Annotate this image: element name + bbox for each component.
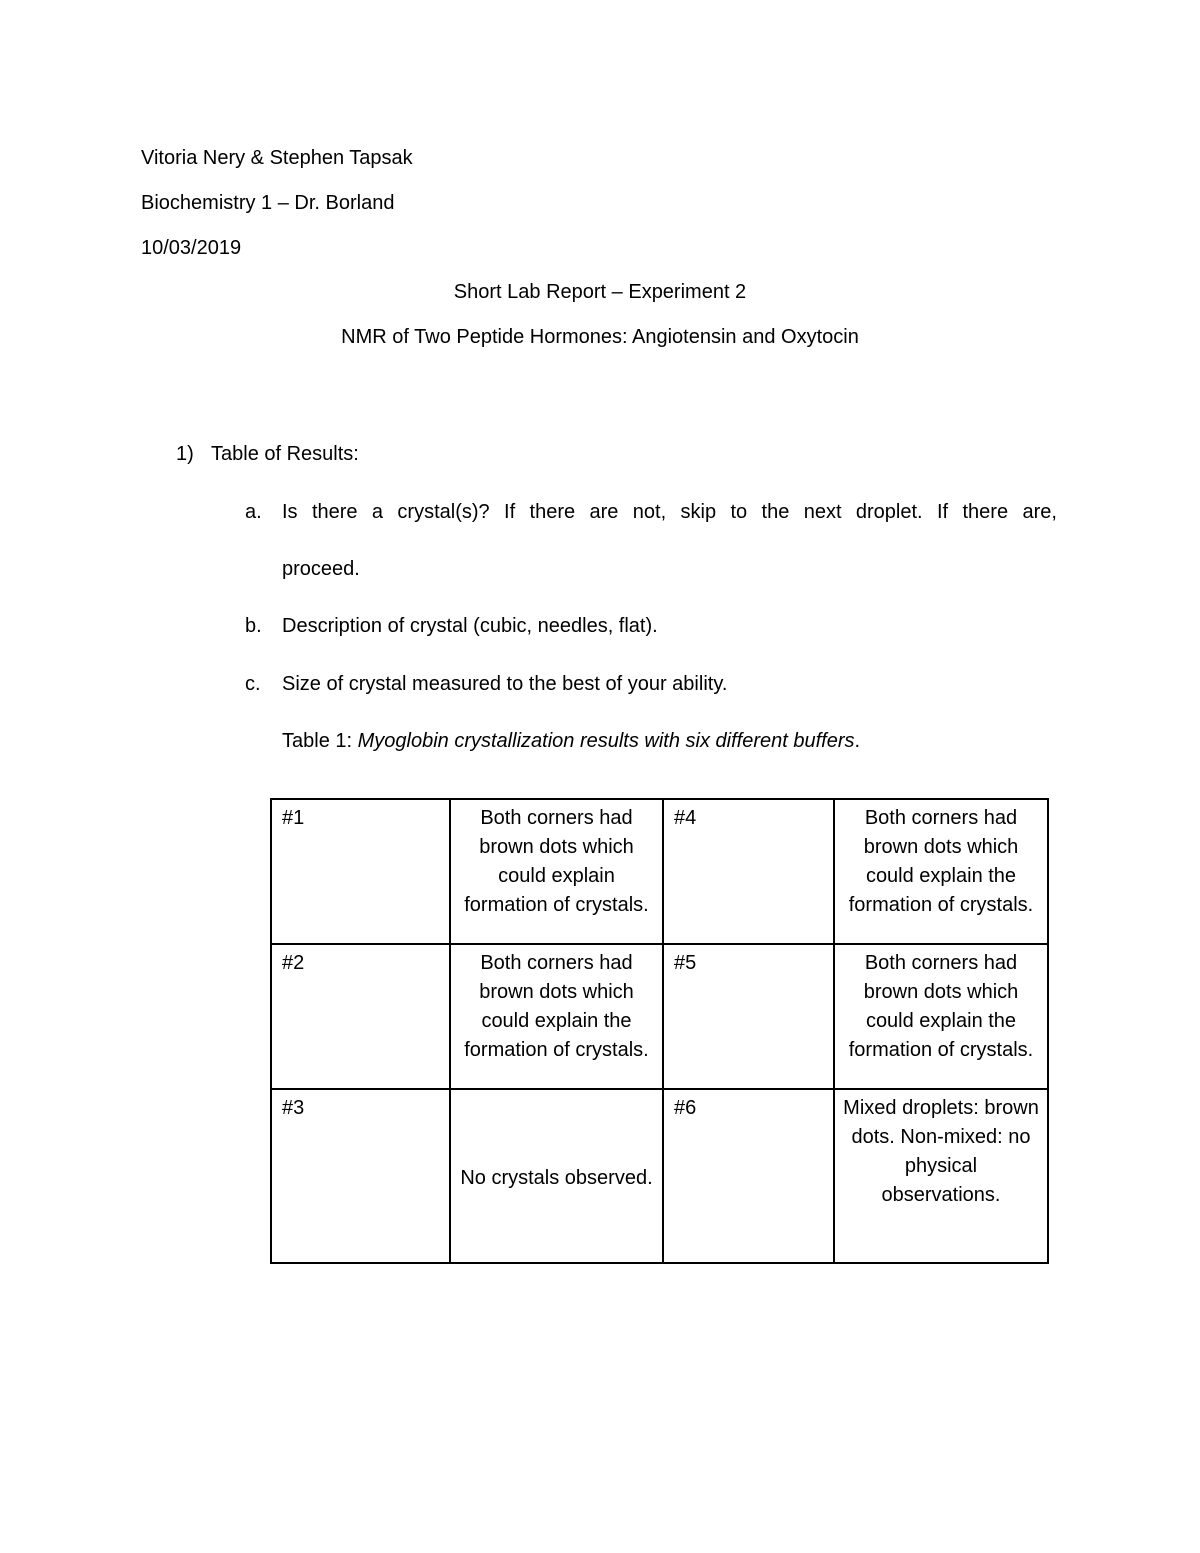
- list-marker-b: b.: [245, 615, 262, 637]
- list-item-a-word: are,: [1022, 501, 1057, 523]
- observation-cell: Mixed droplets: brown dots. Non-mixed: no physical observations.: [834, 1089, 1048, 1263]
- table-row: [271, 1089, 1048, 1263]
- list-item-b: Description of crystal (cubic, needles, flat).: [282, 615, 658, 637]
- table-caption-period: .: [854, 730, 861, 752]
- list-item-a-word: next: [803, 501, 842, 523]
- table-row: [271, 944, 1048, 1089]
- list-item-a-word: there: [529, 501, 576, 523]
- observation-cell: Both corners had brown dots which could explain the formation of crystals.: [834, 799, 1048, 944]
- list-item-a-word: to: [730, 501, 748, 523]
- list-item-a-continuation: proceed.: [282, 558, 360, 580]
- list-item-a-word: a: [371, 501, 384, 523]
- observation-cell: Both corners had brown dots which could explain the formation of crystals.: [834, 944, 1048, 1089]
- table-caption-text: Myoglobin crystallization results with six different buffers: [357, 730, 855, 752]
- sample-id-cell: #1: [271, 799, 450, 944]
- list-item-a-word: there: [962, 501, 1009, 523]
- list-item-a-word: droplet.: [855, 501, 923, 523]
- observation-cell: Both corners had brown dots which could explain formation of crystals.: [450, 799, 663, 944]
- observation-cell: Both corners had brown dots which could explain the formation of crystals.: [450, 944, 663, 1089]
- list-item-a-word: the: [761, 501, 790, 523]
- list-marker-c: c.: [245, 673, 261, 695]
- sample-id-cell: #5: [663, 944, 834, 1089]
- list-marker-a: a.: [245, 501, 262, 523]
- report-title: Short Lab Report – Experiment 2: [453, 281, 747, 303]
- list-item-a-word: crystal(s)?: [397, 501, 490, 523]
- sample-id-cell: #3: [271, 1089, 450, 1263]
- list-item-a: [282, 500, 1057, 524]
- list-item-c: Size of crystal measured to the best of your ability.: [282, 673, 728, 695]
- list-item-a-word: there: [311, 501, 358, 523]
- table-caption: [282, 729, 860, 753]
- list-item-a-word: skip: [680, 501, 717, 523]
- section-marker: 1): [176, 443, 194, 465]
- list-item-a-word: If: [504, 501, 516, 523]
- list-item-a-word: If: [936, 501, 949, 523]
- section-heading: Table of Results:: [211, 443, 359, 465]
- results-table: [270, 798, 1049, 1264]
- author-names: Vitoria Nery & Stephen Tapsak: [141, 147, 413, 169]
- sample-id-cell: #6: [663, 1089, 834, 1263]
- sample-id-cell: #2: [271, 944, 450, 1089]
- observation-cell: No crystals observed.: [450, 1089, 663, 1263]
- list-item-a-word: not,: [632, 501, 667, 523]
- table-caption-label: Table 1:: [282, 730, 353, 752]
- sample-id-cell: #4: [663, 799, 834, 944]
- course-name: Biochemistry 1 – Dr. Borland: [141, 192, 395, 214]
- report-date: 10/03/2019: [141, 237, 242, 259]
- list-item-a-word: Is: [282, 501, 298, 523]
- table-row: [271, 799, 1048, 944]
- list-item-a-word: are: [589, 501, 619, 523]
- report-subtitle: NMR of Two Peptide Hormones: Angiotensin and Oxytocin: [341, 326, 859, 348]
